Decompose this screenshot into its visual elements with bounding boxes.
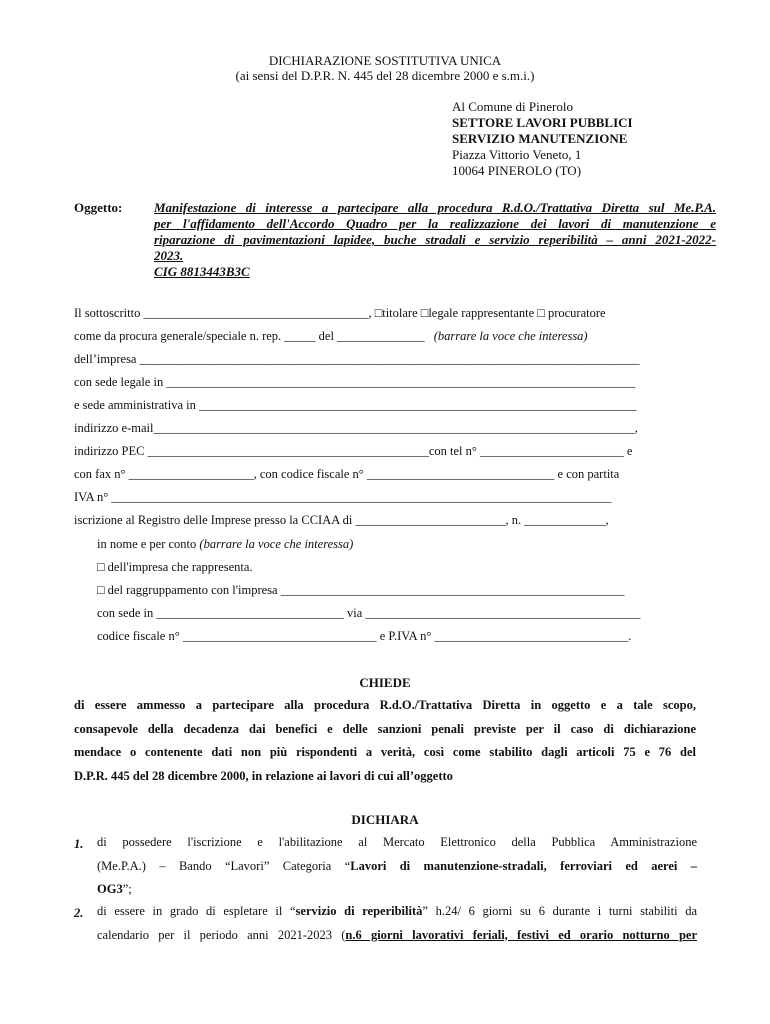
form-line-cf-piva: codice fiscale n° _______________________________ e P.IVA n° _______________________________. xyxy=(97,629,632,643)
chiede-heading: CHIEDE xyxy=(359,675,411,690)
item-2-line-1-c: ” h.24/ 6 giorni su 6 durante i turni stabiliti da xyxy=(422,904,698,918)
form-line-option-impresa: □ dell'impresa che rappresenta. xyxy=(97,560,253,574)
item-1-text xyxy=(97,831,697,902)
document-subtitle: (ai sensi del D.P.R. N. 445 del 28 dicembre 2000 e s.m.i.) xyxy=(235,68,535,83)
form-line-cciaa: iscrizione al Registro delle Imprese presso la CCIAA di ________________________, n. _____________, xyxy=(74,513,609,527)
form-line-pec: indirizzo PEC _____________________________________________con tel n° _______________________ e xyxy=(74,444,633,458)
recipient-line-1: Al Comune di Pinerolo xyxy=(452,99,573,114)
form-line-fax: con fax n° ____________________, con codice fiscale n° ______________________________ e con partita xyxy=(74,467,620,481)
form-line-per-conto xyxy=(97,537,696,552)
chiede-line-2: consapevole della decadenza dai benefici e delle sanzioni penali previste per il caso di dichiarazione xyxy=(74,721,696,736)
recipient-line-4: Piazza Vittorio Veneto, 1 xyxy=(452,147,582,162)
item-2-line-2-a: calendario per il periodo anni 2021-2023 ( xyxy=(97,927,346,942)
oggetto-line-1: Manifestazione di interesse a partecipare alla procedura R.d.O./Trattativa Diretta sul Me.P.A. xyxy=(154,200,716,215)
item-1-category: Lavori di manutenzione-stradali, ferroviari ed aerei – xyxy=(350,858,697,873)
recipient-line-2: SETTORE LAVORI PUBBLICI xyxy=(452,115,633,130)
oggetto-cig: CIG 8813443B3C xyxy=(154,264,250,279)
item-2-line-1-a: di essere in grado di espletare il “ xyxy=(97,904,296,918)
per-conto-text: in nome e per conto xyxy=(97,537,200,551)
item-2-reperibilita: servizio di reperibilità xyxy=(295,904,423,918)
form-line-sede-amministrativa: e sede amministrativa in ______________________________________________________________________ xyxy=(74,398,637,412)
form-line-iva: IVA n° ________________________________________________________________________________ xyxy=(74,490,612,504)
item-2-text xyxy=(97,900,697,947)
dichiara-heading: DICHIARA xyxy=(351,812,419,827)
item-2-line-1 xyxy=(97,900,697,924)
chiede-line-1: di essere ammesso a partecipare alla procedura R.d.O./Trattativa Diretta in oggetto e a tale scopo, xyxy=(74,698,696,712)
item-2-number: 2. xyxy=(74,906,84,920)
recipient-line-5: 10064 PINEROLO (TO) xyxy=(452,163,582,178)
chiede-line-4: D.P.R. 445 del 28 dicembre 2000, in relazione ai lavori di cui all’oggetto xyxy=(74,768,453,783)
recipient-line-3: SERVIZIO MANUTENZIONE xyxy=(452,131,628,146)
oggetto-label: Oggetto: xyxy=(74,200,123,215)
chiede-line-3: mendace o contenente dati non più rispondenti a verità, così come stabilito dagli articoli 75 e 76 del xyxy=(74,745,696,759)
form-line-email: indirizzo e-mail_____________________________________________________________________________, xyxy=(74,421,638,435)
form-line-impresa: dell’impresa ________________________________________________________________________________ xyxy=(74,352,640,366)
item-1-line-2-text: (Me.P.A.) – Bando “Lavori” Categoria “ xyxy=(97,858,351,873)
item-2-line-2 xyxy=(97,924,697,948)
procura-note: (barrare la voce che interessa) xyxy=(433,329,588,343)
item-1-line-2 xyxy=(97,855,697,879)
oggetto-text xyxy=(154,200,716,280)
item-1-number: 1. xyxy=(74,837,84,851)
item-1-line-3 xyxy=(97,878,697,902)
item-1-end: ”; xyxy=(122,882,132,896)
oggetto-line-4: 2023. xyxy=(154,248,184,263)
oggetto-line-3: riparazione di pavimentazioni lapidee, buche stradali e servizio reperibilità – anni 2021-2022- xyxy=(154,232,716,247)
form-line-procura xyxy=(74,329,696,344)
form-line-sede-legale: con sede legale in ___________________________________________________________________________ xyxy=(74,375,636,389)
per-conto-note: (barrare la voce che interessa) xyxy=(199,537,354,551)
item-1-og3: OG3 xyxy=(97,882,123,896)
form-line-sottoscritto: Il sottoscritto ____________________________________, □titolare □legale rappresentante □ procuratore xyxy=(74,306,606,320)
form-line-option-raggruppamento: □ del raggruppamento con l'impresa _______________________________________________________ xyxy=(97,583,625,597)
procura-text: come da procura generale/speciale n. rep. _____ del ______________ xyxy=(74,329,428,343)
oggetto-line-2: per l'affidamento dell'Accordo Quadro per la realizzazione dei lavori di manutenzione e xyxy=(154,216,716,231)
item-1-line-1: di possedere l'iscrizione e l'abilitazione al Mercato Elettronico della Pubblica Amministrazione xyxy=(97,835,697,849)
chiede-paragraph xyxy=(74,694,696,788)
document-title: DICHIARAZIONE SOSTITUTIVA UNICA xyxy=(268,53,502,68)
item-2-giorni: n.6 giorni lavorativi feriali, festivi ed orario notturno per xyxy=(345,927,697,942)
form-line-sede-via: con sede in ______________________________ via ____________________________________________ xyxy=(97,606,641,620)
